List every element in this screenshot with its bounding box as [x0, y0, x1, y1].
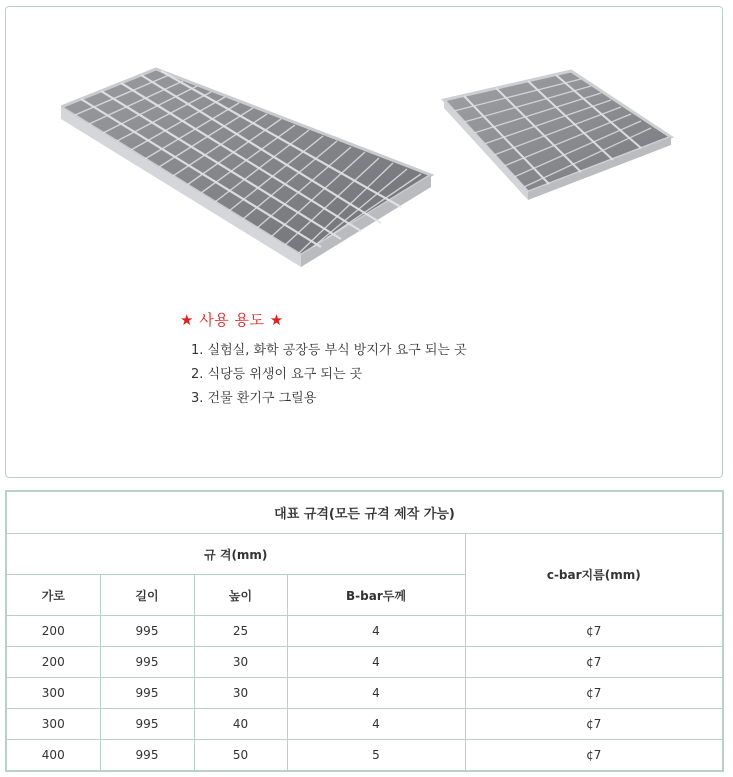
usage-list: [180, 339, 467, 411]
cbar-header: c-bar지름(mm): [465, 534, 723, 616]
table-row: [6, 678, 723, 709]
cell-height: 50: [194, 740, 287, 772]
table-row: [6, 709, 723, 740]
cell-width: 200: [6, 616, 100, 647]
small-grating-image: [436, 67, 676, 207]
usage-item: 1. 실험실, 화학 공장등 부식 방지가 요구 되는 곳: [191, 343, 467, 358]
spec-group-header: 규 격(mm): [6, 534, 465, 575]
cell-length: 995: [100, 709, 194, 740]
cell-bbar: 4: [287, 647, 465, 678]
cell-cbar: ¢7: [465, 647, 723, 678]
usage-section: [180, 309, 467, 411]
cell-height: 30: [194, 678, 287, 709]
cell-height: 40: [194, 709, 287, 740]
cell-cbar: ¢7: [465, 740, 723, 772]
product-panel: [5, 6, 723, 478]
large-grating-image: [61, 67, 441, 272]
cell-width: 200: [6, 647, 100, 678]
usage-item: 3. 건물 환기구 그릴용: [191, 391, 317, 406]
cell-bbar: 4: [287, 709, 465, 740]
cell-cbar: ¢7: [465, 616, 723, 647]
cell-bbar: 4: [287, 616, 465, 647]
usage-title: ★ 사용 용도 ★: [180, 311, 284, 329]
cell-length: 995: [100, 678, 194, 709]
cell-height: 25: [194, 616, 287, 647]
cell-width: 300: [6, 678, 100, 709]
cell-cbar: ¢7: [465, 709, 723, 740]
usage-item: 2. 식당등 위생이 요구 되는 곳: [191, 367, 363, 382]
cell-length: 995: [100, 616, 194, 647]
cell-height: 30: [194, 647, 287, 678]
column-header-bbar: B-bar두께: [287, 575, 465, 616]
column-header-length: 길이: [100, 575, 194, 616]
column-header-width: 가로: [6, 575, 100, 616]
column-header-height: 높이: [194, 575, 287, 616]
cell-cbar: ¢7: [465, 678, 723, 709]
cell-length: 995: [100, 647, 194, 678]
cell-bbar: 5: [287, 740, 465, 772]
cell-bbar: 4: [287, 678, 465, 709]
table-caption: 대표 규격(모든 규격 제작 가능): [6, 491, 723, 534]
cell-length: 995: [100, 740, 194, 772]
table-row: [6, 647, 723, 678]
cell-width: 400: [6, 740, 100, 772]
spec-table: [5, 490, 724, 772]
table-row: [6, 740, 723, 772]
cell-width: 300: [6, 709, 100, 740]
table-row: [6, 616, 723, 647]
